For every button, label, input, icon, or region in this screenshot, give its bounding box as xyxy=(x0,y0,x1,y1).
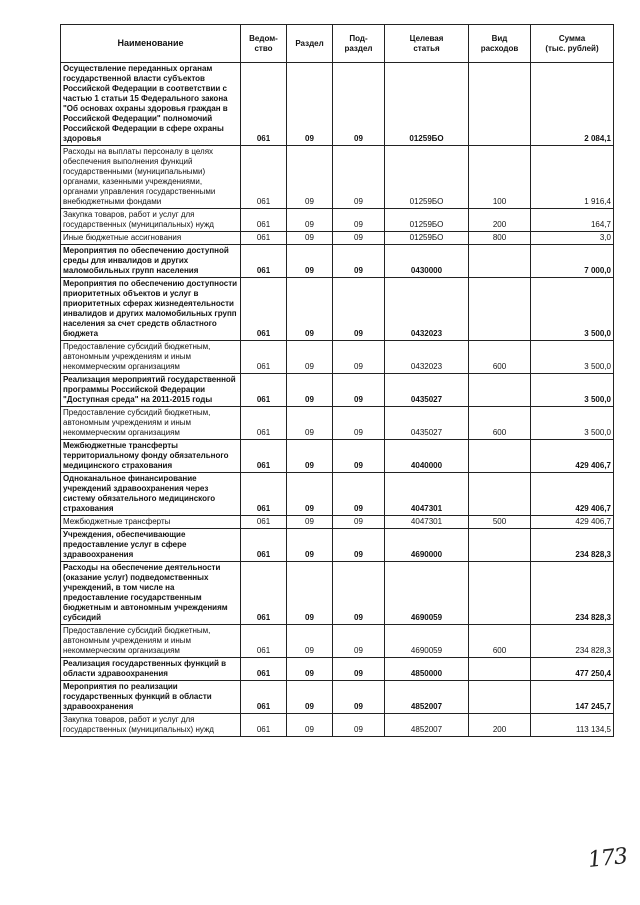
row-section: 09 xyxy=(287,341,333,374)
row-expense-type: 200 xyxy=(469,714,531,737)
row-subsection: 09 xyxy=(333,714,385,737)
row-ministry: 061 xyxy=(241,658,287,681)
row-ministry: 061 xyxy=(241,562,287,625)
table-row xyxy=(61,146,614,209)
row-expense-type: 500 xyxy=(469,516,531,529)
table-row xyxy=(61,245,614,278)
header-amount: Сумма (тыс. рублей) xyxy=(531,25,614,63)
row-ministry: 061 xyxy=(241,407,287,440)
row-section: 09 xyxy=(287,374,333,407)
row-subsection: 09 xyxy=(333,232,385,245)
row-expense-type xyxy=(469,374,531,407)
table-row xyxy=(61,63,614,146)
row-subsection: 09 xyxy=(333,341,385,374)
row-section: 09 xyxy=(287,658,333,681)
row-subsection: 09 xyxy=(333,209,385,232)
row-subsection: 09 xyxy=(333,562,385,625)
table-row xyxy=(61,407,614,440)
row-subsection: 09 xyxy=(333,529,385,562)
row-name: Мероприятия по реализации государственных функций в области здравоохранения xyxy=(61,681,241,714)
row-amount: 234 828,3 xyxy=(531,529,614,562)
row-section: 09 xyxy=(287,473,333,516)
table-row xyxy=(61,278,614,341)
row-name: Реализация государственных функций в области здравоохранения xyxy=(61,658,241,681)
row-section: 09 xyxy=(287,407,333,440)
row-target: 01259БО xyxy=(385,209,469,232)
row-ministry: 061 xyxy=(241,232,287,245)
row-amount: 113 134,5 xyxy=(531,714,614,737)
row-section: 09 xyxy=(287,516,333,529)
header-target: Целевая статья xyxy=(385,25,469,63)
row-amount: 3 500,0 xyxy=(531,278,614,341)
row-expense-type xyxy=(469,440,531,473)
row-expense-type xyxy=(469,63,531,146)
header-ministry: Ведом- ство xyxy=(241,25,287,63)
row-ministry: 061 xyxy=(241,440,287,473)
header-subsection: Под- раздел xyxy=(333,25,385,63)
row-expense-type xyxy=(469,278,531,341)
row-section: 09 xyxy=(287,562,333,625)
row-name: Мероприятия по обеспечению доступности приоритетных объектов и услуг в приоритетных сферах жизнедеятельности инвалидов и других маломобильных групп населения за счет средств областного бюджета xyxy=(61,278,241,341)
row-section: 09 xyxy=(287,232,333,245)
row-expense-type xyxy=(469,529,531,562)
row-target: 4040000 xyxy=(385,440,469,473)
row-section: 09 xyxy=(287,440,333,473)
row-target: 01259БО xyxy=(385,63,469,146)
table-header-row xyxy=(61,25,614,63)
row-ministry: 061 xyxy=(241,278,287,341)
row-expense-type xyxy=(469,473,531,516)
row-target: 0432023 xyxy=(385,341,469,374)
row-section: 09 xyxy=(287,714,333,737)
row-name: Учреждения, обеспечивающие предоставление услуг в сфере здравоохранения xyxy=(61,529,241,562)
row-ministry: 061 xyxy=(241,714,287,737)
row-target: 4047301 xyxy=(385,473,469,516)
row-target: 0432023 xyxy=(385,278,469,341)
row-section: 09 xyxy=(287,146,333,209)
row-name: Закупка товаров, работ и услуг для государственных (муниципальных) нужд xyxy=(61,209,241,232)
row-subsection: 09 xyxy=(333,407,385,440)
table-row xyxy=(61,440,614,473)
row-amount: 3 500,0 xyxy=(531,407,614,440)
row-target: 4850000 xyxy=(385,658,469,681)
row-subsection: 09 xyxy=(333,516,385,529)
row-ministry: 061 xyxy=(241,245,287,278)
row-name: Предоставление субсидий бюджетным, автономным учреждениям и иным некоммерческим организациям xyxy=(61,341,241,374)
row-section: 09 xyxy=(287,625,333,658)
row-amount: 147 245,7 xyxy=(531,681,614,714)
table-row xyxy=(61,232,614,245)
row-subsection: 09 xyxy=(333,473,385,516)
table-row xyxy=(61,625,614,658)
header-name: Наименование xyxy=(61,25,241,63)
row-amount: 234 828,3 xyxy=(531,562,614,625)
row-ministry: 061 xyxy=(241,529,287,562)
table-row xyxy=(61,209,614,232)
table-row xyxy=(61,516,614,529)
row-subsection: 09 xyxy=(333,440,385,473)
row-expense-type: 600 xyxy=(469,341,531,374)
row-name: Межбюджетные трансферты xyxy=(61,516,241,529)
row-target: 4690059 xyxy=(385,625,469,658)
row-amount: 3 500,0 xyxy=(531,374,614,407)
row-name: Реализация мероприятий государственной программы Российской Федерации "Доступная среда" на 2011-2015 годы xyxy=(61,374,241,407)
row-name: Закупка товаров, работ и услуг для государственных (муниципальных) нужд xyxy=(61,714,241,737)
row-subsection: 09 xyxy=(333,278,385,341)
table-row xyxy=(61,562,614,625)
row-name: Расходы на обеспечение деятельности (оказание услуг) подведомственных учреждений, в том числе на предоставление государственным бюджетным и автономным учреждениям субсидий xyxy=(61,562,241,625)
row-section: 09 xyxy=(287,681,333,714)
row-amount: 3,0 xyxy=(531,232,614,245)
row-amount: 164,7 xyxy=(531,209,614,232)
row-expense-type: 600 xyxy=(469,625,531,658)
row-target: 0430000 xyxy=(385,245,469,278)
row-expense-type xyxy=(469,245,531,278)
row-expense-type: 200 xyxy=(469,209,531,232)
row-expense-type: 600 xyxy=(469,407,531,440)
row-name: Расходы на выплаты персоналу в целях обеспечения выполнения функций государственными (муниципальными) органами, казенными учреждениями, органами управления государственными внебюджетными фондами xyxy=(61,146,241,209)
row-target: 4852007 xyxy=(385,681,469,714)
row-name: Предоставление субсидий бюджетным, автономным учреждениям и иным некоммерческим организациям xyxy=(61,625,241,658)
row-subsection: 09 xyxy=(333,146,385,209)
row-target: 4047301 xyxy=(385,516,469,529)
row-ministry: 061 xyxy=(241,209,287,232)
row-target: 4690059 xyxy=(385,562,469,625)
row-target: 01259БО xyxy=(385,146,469,209)
row-ministry: 061 xyxy=(241,625,287,658)
table-row xyxy=(61,374,614,407)
row-expense-type: 800 xyxy=(469,232,531,245)
row-amount: 477 250,4 xyxy=(531,658,614,681)
row-target: 01259БО xyxy=(385,232,469,245)
row-subsection: 09 xyxy=(333,625,385,658)
table-row xyxy=(61,714,614,737)
row-ministry: 061 xyxy=(241,374,287,407)
table-row xyxy=(61,473,614,516)
row-expense-type xyxy=(469,562,531,625)
row-ministry: 061 xyxy=(241,681,287,714)
row-amount: 234 828,3 xyxy=(531,625,614,658)
row-expense-type: 100 xyxy=(469,146,531,209)
row-amount: 2 084,1 xyxy=(531,63,614,146)
row-expense-type xyxy=(469,658,531,681)
row-name: Осуществление переданных органам государственной власти субъектов Российской Федерации в соответствии с частью 1 статьи 15 Федерального закона "Об основах охраны здоровья граждан в Российской Федерации" полномочий Российской Федерации в сфере охраны здоровья xyxy=(61,63,241,146)
table-body xyxy=(61,63,614,737)
row-subsection: 09 xyxy=(333,658,385,681)
row-section: 09 xyxy=(287,209,333,232)
row-target: 4852007 xyxy=(385,714,469,737)
table-row xyxy=(61,529,614,562)
budget-table xyxy=(60,24,614,737)
row-target: 0435027 xyxy=(385,374,469,407)
row-amount: 429 406,7 xyxy=(531,516,614,529)
row-ministry: 061 xyxy=(241,516,287,529)
row-section: 09 xyxy=(287,245,333,278)
row-subsection: 09 xyxy=(333,63,385,146)
row-ministry: 061 xyxy=(241,146,287,209)
row-amount: 429 406,7 xyxy=(531,473,614,516)
row-target: 4690000 xyxy=(385,529,469,562)
row-subsection: 09 xyxy=(333,374,385,407)
row-expense-type xyxy=(469,681,531,714)
row-amount: 7 000,0 xyxy=(531,245,614,278)
row-section: 09 xyxy=(287,529,333,562)
row-ministry: 061 xyxy=(241,473,287,516)
header-section: Раздел xyxy=(287,25,333,63)
table-row xyxy=(61,658,614,681)
header-expense-type: Вид расходов xyxy=(469,25,531,63)
row-amount: 3 500,0 xyxy=(531,341,614,374)
row-ministry: 061 xyxy=(241,63,287,146)
row-name: Мероприятия по обеспечению доступной среды для инвалидов и других маломобильных групп населения xyxy=(61,245,241,278)
row-amount: 1 916,4 xyxy=(531,146,614,209)
row-subsection: 09 xyxy=(333,681,385,714)
row-subsection: 09 xyxy=(333,245,385,278)
row-name: Межбюджетные трансферты территориальному фонду обязательного медицинского страхования xyxy=(61,440,241,473)
row-ministry: 061 xyxy=(241,341,287,374)
handwritten-page-number: 173 xyxy=(586,844,629,873)
table-row xyxy=(61,681,614,714)
row-target: 0435027 xyxy=(385,407,469,440)
row-name: Одноканальное финансирование учреждений здравоохранения через систему обязательного медицинского страхования xyxy=(61,473,241,516)
row-section: 09 xyxy=(287,278,333,341)
row-name: Предоставление субсидий бюджетным, автономным учреждениям и иным некоммерческим организациям xyxy=(61,407,241,440)
row-name: Иные бюджетные ассигнования xyxy=(61,232,241,245)
row-section: 09 xyxy=(287,63,333,146)
table-row xyxy=(61,341,614,374)
row-amount: 429 406,7 xyxy=(531,440,614,473)
